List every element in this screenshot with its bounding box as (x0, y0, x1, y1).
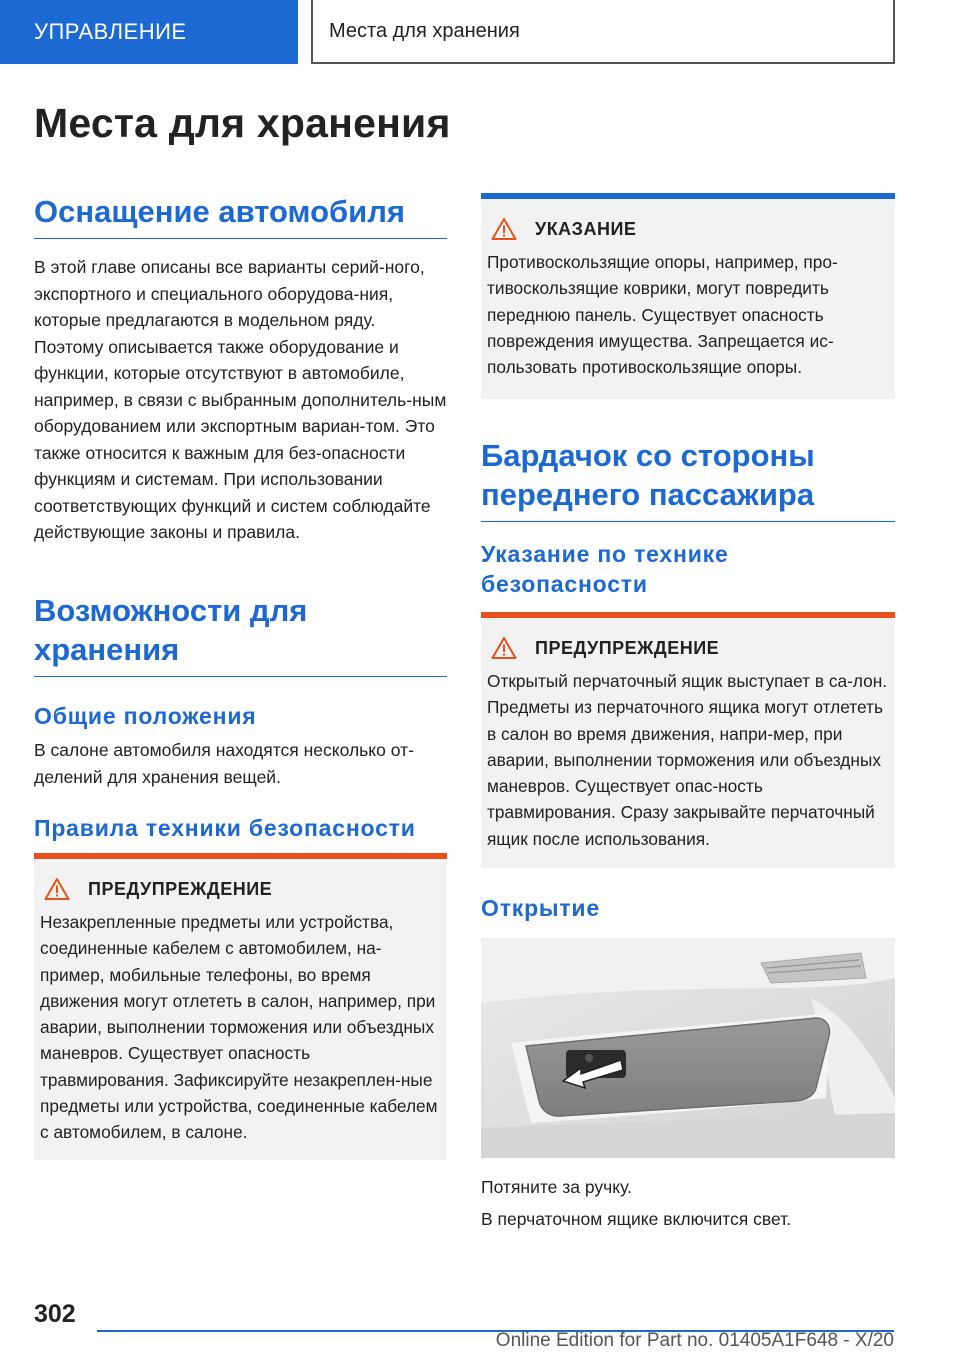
warning-box (34, 853, 447, 1160)
page-number: 302 (34, 1300, 76, 1328)
opening-step-1: Потяните за ручку. (481, 1177, 633, 1197)
page-title: Места для хранения (34, 100, 451, 146)
notice-triangle-icon (491, 217, 517, 241)
safety-heading: Правила техники безопасности (34, 815, 416, 841)
equipment-text: В этой главе описаны все варианты серий-ного, экспортного и специального оборудова-ния, которые предлагаются в модельном ряду. Поэтому описывается также оборудование и функции, которые отсутствуют в автомобиле, например, в связи с выбранным дополнитель-ным оборудованием или экспортным вариан-том. Это также относится к важным для без-опасности функциям и системам. При использовании соответствующих функций и систем соблюдайте действующие законы и правила. (34, 257, 447, 542)
footer-edition: Online Edition for Part no. 01405A1F648 - X/20 (495, 1330, 894, 1351)
glovebox-photo (481, 938, 895, 1158)
notice-box (481, 193, 895, 399)
general-text: В салоне автомобиля находятся несколько от-делений для хранения вещей. (34, 740, 414, 787)
warning-triangle-icon (44, 877, 70, 901)
storage-heading: Возможности для хранения (34, 592, 447, 677)
general-heading: Общие положения (34, 703, 257, 729)
equipment-heading: Оснащение автомобиля (34, 193, 447, 239)
warning-title: ПРЕДУПРЕЖДЕНИЕ (88, 878, 273, 899)
notice-header (487, 217, 889, 241)
warning-header (40, 877, 441, 901)
glovebox-warning-header (487, 636, 889, 660)
opening-heading: Открытие (481, 895, 600, 921)
section-tab: УПРАВЛЕНИЕ (0, 0, 298, 64)
glovebox-warning-text: Открытый перчаточный ящик выступает в са-лон. Предметы из перчаточного ящика могут отлететь в салон во время движения, напри-мер, при аварии, выполнении торможения или объездных маневров. Существует опас-ность травмирования. Сразу закрывайте перчаточный ящик после использования. (487, 671, 888, 849)
notice-text: Противоскользящие опоры, например, про-тивоскользящие коврики, могут повредить переднюю панель. Существует опасность повреждения имущества. Запрещается ис-пользовать противоскользящие опоры. (487, 252, 838, 378)
glovebox-warning-title: ПРЕДУПРЕЖДЕНИЕ (535, 637, 720, 658)
glovebox-heading: Бардачок со стороны переднего пассажира (481, 437, 895, 522)
glovebox-warning-box (481, 612, 895, 868)
opening-step-2: В перчаточном ящике включится свет. (481, 1209, 792, 1229)
breadcrumb: Места для хранения (311, 0, 895, 64)
warning-text: Незакрепленные предметы или устройства, соединенные кабелем с автомобилем, на-пример, мобильные телефоны, во время движения могут отлететь в салон, например, при аварии, выполнении торможения или объездных маневров. Существует опасность травмирования. Зафиксируйте незакреплен-ные предметы или устройства, соединенные кабелем с автомобилем, в салоне. (40, 912, 438, 1143)
notice-title: УКАЗАНИЕ (535, 218, 637, 239)
warning-triangle-icon (491, 636, 517, 660)
glovebox-safety-heading: Указание по технике безопасности (481, 541, 729, 597)
